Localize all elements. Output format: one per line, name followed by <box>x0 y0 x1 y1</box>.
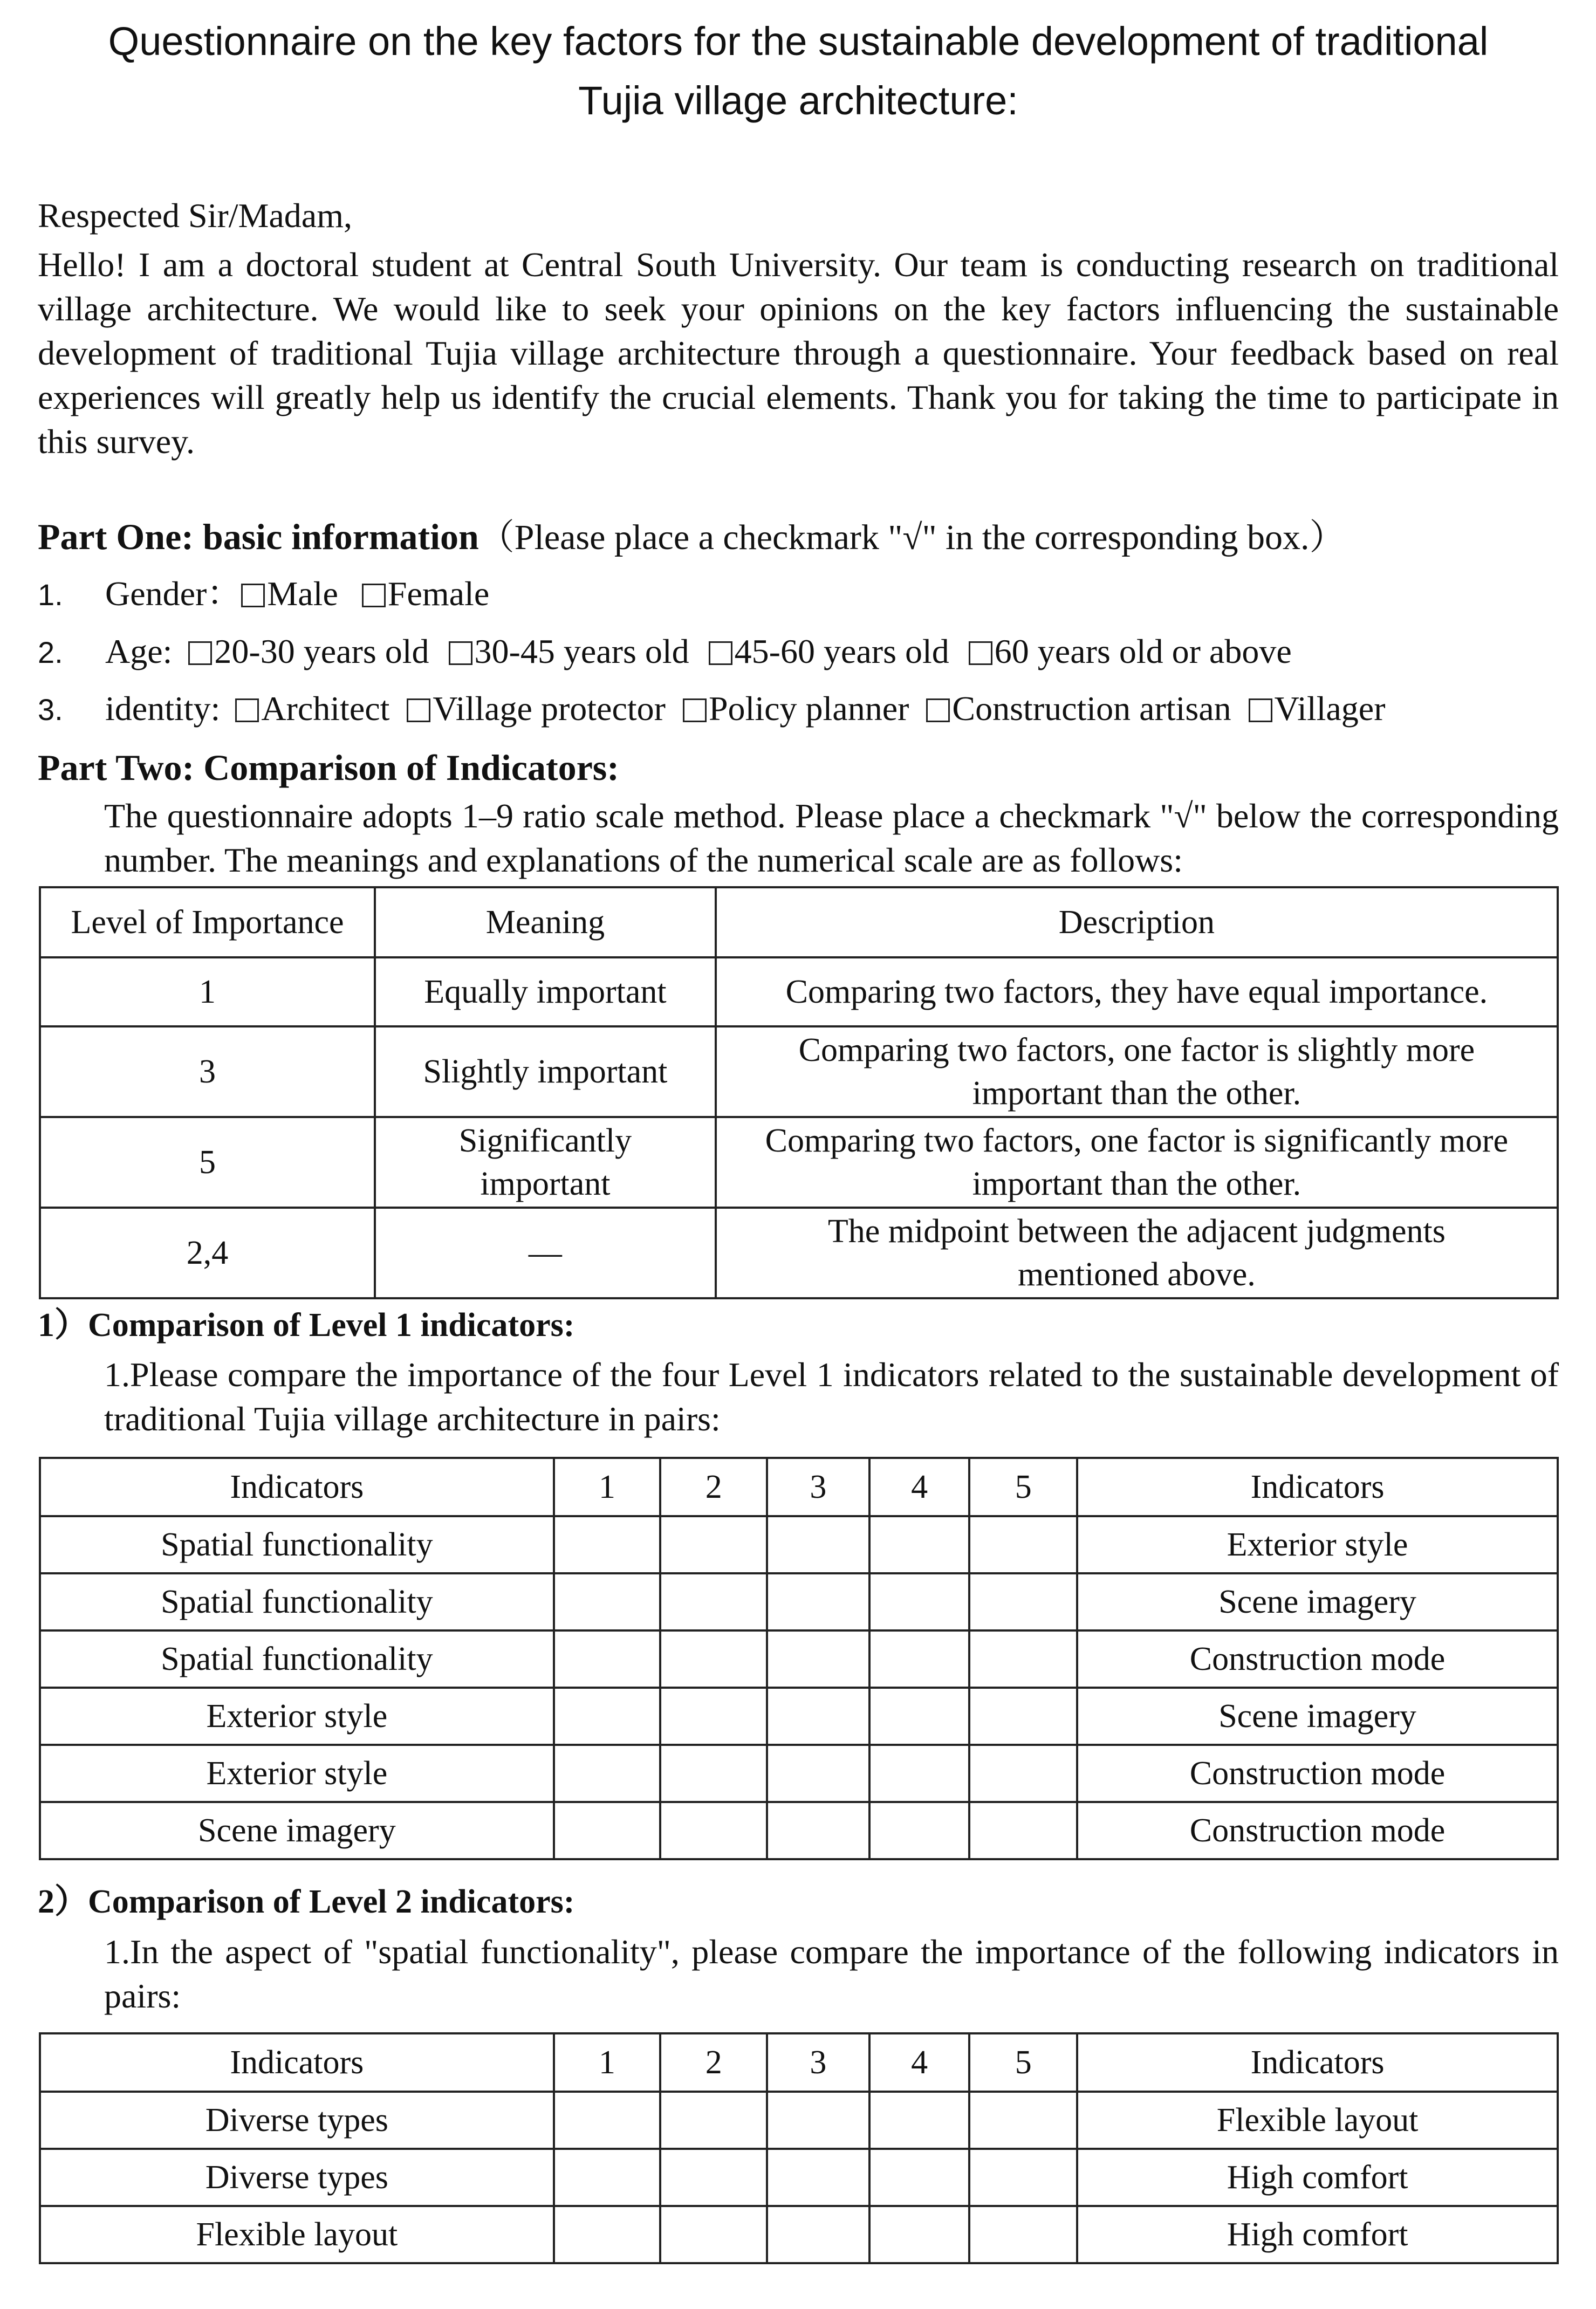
indicator-right: Scene imagery <box>1077 1573 1558 1630</box>
option-female[interactable]: Female <box>362 574 489 613</box>
header-indicator-left: Indicators <box>40 1458 554 1516</box>
question-number: 1. <box>38 578 63 612</box>
level-cell: 3 <box>40 1026 375 1117</box>
part-two-heading: Part Two: Comparison of Indicators: <box>38 747 619 788</box>
indicator-right: Construction mode <box>1077 1630 1558 1688</box>
rating-cell-5[interactable] <box>969 2149 1077 2206</box>
option-age-30-45[interactable]: 30-45 years old <box>449 632 689 670</box>
meaning-cell: — <box>375 1208 716 1298</box>
description-cell: Comparing two factors, one factor is significantly more important than the other. <box>716 1117 1558 1208</box>
rating-cell-5[interactable] <box>969 1516 1077 1573</box>
checkbox[interactable] <box>241 584 265 607</box>
header-indicator-right: Indicators <box>1077 1458 1558 1516</box>
table-row <box>40 1117 1558 1208</box>
level-cell: 1 <box>40 957 375 1026</box>
header-scale-4: 4 <box>869 2033 970 2092</box>
header-scale-1: 1 <box>554 2033 661 2092</box>
rating-cell-3[interactable] <box>767 1516 869 1573</box>
table-row <box>40 1573 1558 1630</box>
header-scale-5: 5 <box>969 1458 1077 1516</box>
rating-cell-3[interactable] <box>767 1688 869 1745</box>
rating-cell-3[interactable] <box>767 1745 869 1802</box>
header-scale-5: 5 <box>969 2033 1077 2092</box>
indicator-left: Diverse types <box>40 2149 554 2206</box>
rating-cell-2[interactable] <box>660 1630 767 1688</box>
part-two-intro: The questionnaire adopts 1–9 ratio scale method. Please place a checkmark "√" below the corresponding number. The meanings and explanations of the numerical scale are as follows: <box>104 797 1559 879</box>
indicator-left: Exterior style <box>40 1745 554 1802</box>
rating-cell-4[interactable] <box>869 1516 970 1573</box>
meaning-cell: Slightly important <box>375 1026 716 1117</box>
question-number: 3. <box>38 693 63 727</box>
rating-cell-4[interactable] <box>869 2149 970 2206</box>
header-scale-2: 2 <box>660 2033 767 2092</box>
rating-cell-1[interactable] <box>554 2149 661 2206</box>
indicator-right: Scene imagery <box>1077 1688 1558 1745</box>
option-age-60-plus[interactable]: 60 years old or above <box>969 632 1292 670</box>
part-one-heading <box>38 512 1345 562</box>
table-row <box>40 1026 1558 1117</box>
title-line-2: Tujia village architecture: <box>578 78 1018 123</box>
indicator-right: High comfort <box>1077 2149 1558 2206</box>
question-label: Age: <box>105 632 181 670</box>
rating-cell-3[interactable] <box>767 1630 869 1688</box>
rating-cell-1[interactable] <box>554 1745 661 1802</box>
table-row <box>40 1802 1558 1859</box>
rating-cell-2[interactable] <box>660 2206 767 2263</box>
option-villager[interactable]: Villager <box>1249 689 1386 728</box>
indicator-left: Exterior style <box>40 1688 554 1745</box>
rating-cell-3[interactable] <box>767 2149 869 2206</box>
rating-cell-4[interactable] <box>869 1630 970 1688</box>
question-label: Gender： <box>105 574 242 613</box>
indicator-left: Diverse types <box>40 2092 554 2149</box>
checkbox[interactable] <box>235 698 259 722</box>
rating-cell-1[interactable] <box>554 1630 661 1688</box>
level-1-heading: 1）Comparison of Level 1 indicators: <box>38 1307 575 1344</box>
indicator-left: Spatial functionality <box>40 1573 554 1630</box>
level-2-heading: 2）Comparison of Level 2 indicators: <box>38 1883 575 1920</box>
page-title <box>32 12 1564 131</box>
level-cell: 2,4 <box>40 1208 375 1298</box>
table-row <box>40 1745 1558 1802</box>
table-row <box>40 1208 1558 1298</box>
rating-cell-5[interactable] <box>969 1573 1077 1630</box>
indicator-left: Flexible layout <box>40 2206 554 2263</box>
question-age <box>38 628 1292 676</box>
indicator-left: Spatial functionality <box>40 1516 554 1573</box>
rating-cell-1[interactable] <box>554 1688 661 1745</box>
level-2-comparison-table <box>39 2032 1559 2264</box>
checkbox[interactable] <box>1249 698 1272 722</box>
rating-cell-2[interactable] <box>660 1688 767 1745</box>
level-1-prompt: 1.Please compare the importance of the four Level 1 indicators related to the sustainable development of traditional Tujia village architecture in pairs: <box>104 1355 1559 1438</box>
rating-cell-2[interactable] <box>660 1516 767 1573</box>
meaning-cell: Equally important <box>375 957 716 1026</box>
question-number: 2. <box>38 635 63 669</box>
description-cell: Comparing two factors, one factor is slightly more important than the other. <box>716 1026 1558 1117</box>
option-architect[interactable]: Architect <box>235 689 389 728</box>
table-row <box>40 2149 1558 2206</box>
rating-cell-3[interactable] <box>767 2092 869 2149</box>
rating-cell-2[interactable] <box>660 2149 767 2206</box>
checkbox[interactable] <box>362 584 386 607</box>
rating-cell-4[interactable] <box>869 1802 970 1859</box>
rating-cell-1[interactable] <box>554 2092 661 2149</box>
table-row <box>40 1688 1558 1745</box>
rating-cell-5[interactable] <box>969 2092 1077 2149</box>
rating-cell-3[interactable] <box>767 2206 869 2263</box>
rating-cell-2[interactable] <box>660 2092 767 2149</box>
rating-cell-3[interactable] <box>767 1573 869 1630</box>
checkbox[interactable] <box>709 641 732 665</box>
rating-cell-4[interactable] <box>869 2092 970 2149</box>
rating-cell-5[interactable] <box>969 1630 1077 1688</box>
rating-cell-4[interactable] <box>869 2206 970 2263</box>
indicator-right: High comfort <box>1077 2206 1558 2263</box>
level-cell: 5 <box>40 1117 375 1208</box>
header-scale-3: 3 <box>767 1458 869 1516</box>
table-row <box>40 2092 1558 2149</box>
rating-cell-2[interactable] <box>660 1745 767 1802</box>
table-row <box>40 1516 1558 1573</box>
table-row <box>40 1630 1558 1688</box>
indicator-right: Exterior style <box>1077 1516 1558 1573</box>
question-identity <box>38 686 1386 733</box>
option-village-protector[interactable]: Village protector <box>407 689 666 728</box>
checkbox[interactable] <box>969 641 992 665</box>
header-indicator-left: Indicators <box>40 2033 554 2092</box>
indicator-right: Construction mode <box>1077 1802 1558 1859</box>
header-description: Description <box>716 887 1558 957</box>
rating-cell-1[interactable] <box>554 1802 661 1859</box>
rating-cell-5[interactable] <box>969 1802 1077 1859</box>
meaning-cell: Significantly important <box>375 1117 716 1208</box>
option-age-45-60[interactable]: 45-60 years old <box>709 632 949 670</box>
table-header-row <box>40 887 1558 957</box>
header-level: Level of Importance <box>40 887 375 957</box>
indicator-left: Scene imagery <box>40 1802 554 1859</box>
checkbox[interactable] <box>188 641 212 665</box>
salutation: Respected Sir/Madam, <box>38 196 352 235</box>
checkbox[interactable] <box>926 698 950 722</box>
rating-cell-1[interactable] <box>554 1516 661 1573</box>
table-header-row <box>40 2033 1558 2092</box>
rating-cell-5[interactable] <box>969 1688 1077 1745</box>
option-male[interactable]: Male <box>241 574 338 613</box>
intro-paragraph: Hello! I am a doctoral student at Central South University. Our team is conducting research on traditional village architecture. We would like to seek your opinions on the key factors influencing the sustainable development of traditional Tujia village architecture through a questionnaire. Your feedback based on real experiences will greatly help us identify the crucial elements. Thank you for taking the time to participate in this survey. <box>38 245 1559 461</box>
option-policy-planner[interactable]: Policy planner <box>683 689 909 728</box>
checkbox[interactable] <box>683 698 707 722</box>
rating-cell-1[interactable] <box>554 2206 661 2263</box>
rating-cell-2[interactable] <box>660 1802 767 1859</box>
rating-cell-4[interactable] <box>869 1745 970 1802</box>
part-one-instruction: （Please place a checkmark "√" in the corresponding box.） <box>478 518 1345 557</box>
rating-cell-3[interactable] <box>767 1802 869 1859</box>
indicator-right: Flexible layout <box>1077 2092 1558 2149</box>
description-cell: The midpoint between the adjacent judgments mentioned above. <box>716 1208 1558 1298</box>
checkbox[interactable] <box>407 698 430 722</box>
question-gender <box>38 571 489 618</box>
rating-cell-1[interactable] <box>554 1573 661 1630</box>
indicator-right: Construction mode <box>1077 1745 1558 1802</box>
table-header-row <box>40 1458 1558 1516</box>
header-scale-1: 1 <box>554 1458 661 1516</box>
indicator-left: Spatial functionality <box>40 1630 554 1688</box>
option-age-20-30[interactable]: 20-30 years old <box>188 632 429 670</box>
header-indicator-right: Indicators <box>1077 2033 1558 2092</box>
header-meaning: Meaning <box>375 887 716 957</box>
header-scale-4: 4 <box>869 1458 970 1516</box>
header-scale-2: 2 <box>660 1458 767 1516</box>
header-scale-3: 3 <box>767 2033 869 2092</box>
level-2-prompt: 1.In the aspect of "spatial functionality", please compare the importance of the following indicators in pairs: <box>104 1933 1559 2015</box>
part-one-title: Part One: basic information <box>38 516 479 557</box>
rating-cell-5[interactable] <box>969 1745 1077 1802</box>
rating-cell-5[interactable] <box>969 2206 1077 2263</box>
level-1-comparison-table <box>39 1457 1559 1860</box>
option-construction-artisan[interactable]: Construction artisan <box>926 689 1231 728</box>
rating-cell-2[interactable] <box>660 1573 767 1630</box>
checkbox[interactable] <box>449 641 472 665</box>
description-cell: Comparing two factors, they have equal importance. <box>716 957 1558 1026</box>
rating-cell-4[interactable] <box>869 1573 970 1630</box>
table-row <box>40 957 1558 1026</box>
table-row <box>40 2206 1558 2263</box>
rating-cell-4[interactable] <box>869 1688 970 1745</box>
scale-table <box>39 886 1559 1299</box>
title-line-1: Questionnaire on the key factors for the sustainable development of traditional <box>108 19 1489 64</box>
question-label: identity: <box>105 689 229 728</box>
